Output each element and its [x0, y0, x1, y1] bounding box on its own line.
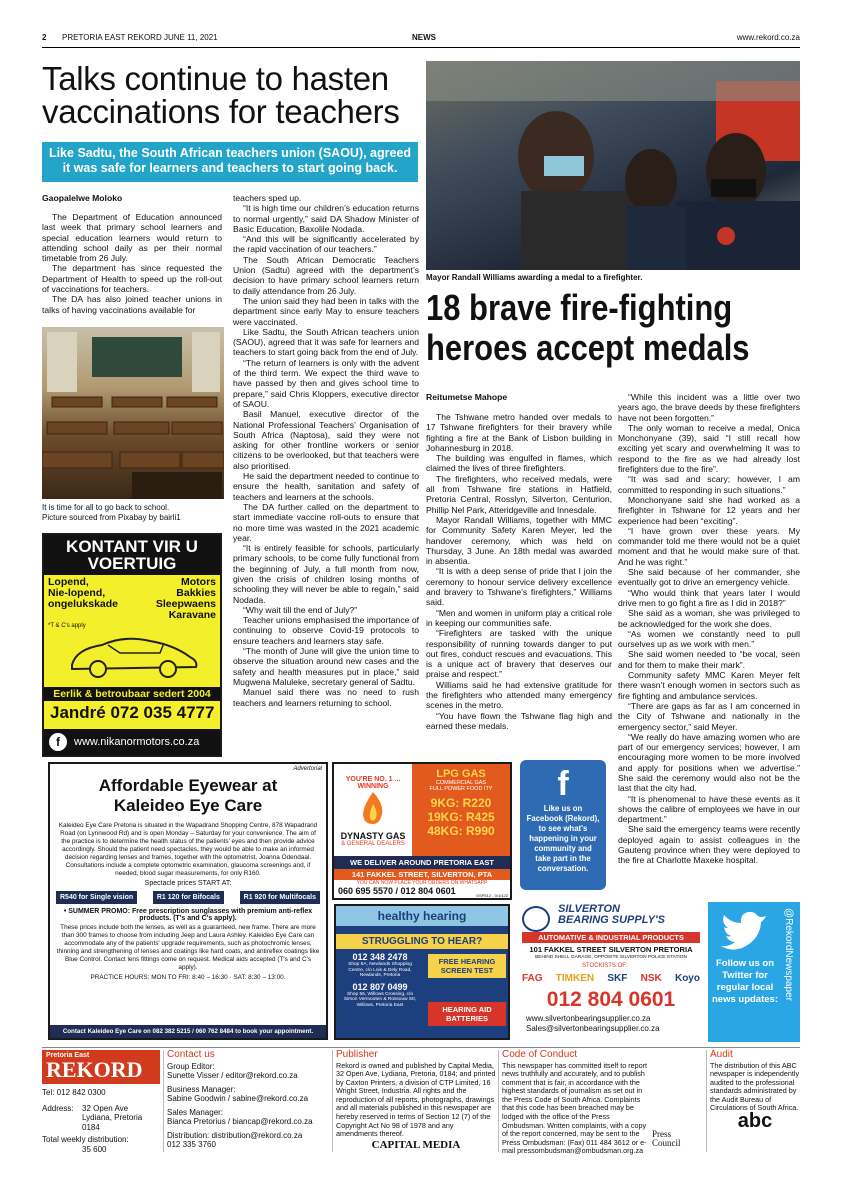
page-number: 2	[42, 33, 47, 42]
eyewear-ad[interactable]	[48, 762, 328, 1040]
firefighter-caption: Mayor Randall Williams awarding a medal to a firefighter.	[426, 273, 643, 282]
contact-distribution-phone: 012 335 3760	[167, 1140, 216, 1149]
kontant-since: Eerlik & betroubaar sedert 2004	[44, 687, 220, 701]
contact-editor[interactable]: Sunette Visser / editor@rekord.co.za	[167, 1071, 298, 1080]
eyewear-promo: • SUMMER PROMO: Free prescription sunglasses with premium anti-reflex products. (T's and C's apply).	[63, 908, 313, 922]
gas-brand-sub: & GENERAL DEALERS	[341, 841, 405, 847]
kontant-right-list	[156, 577, 216, 621]
abc-logo: abc	[737, 1110, 773, 1133]
story1-col2	[233, 193, 419, 708]
story2-col1-p1: The Tshwane metro handed over medals to 17 Tshwane firefighters for their bravery while fighting a fire at the Bank of Lisbon building in Johannesburg in 2018.	[426, 412, 612, 453]
story1-col2-p2: “It is high time our children’s education returns to normal urgently,” said DA Shadow Minister of Basic Education, Baxolile Nodada.	[233, 203, 419, 234]
twitter-ad[interactable]	[708, 902, 800, 1042]
story2-col2-p12: “There are gaps as far as I am concerned in the City of Tshwane and nationally in the emergency sector,” said Meyer.	[618, 700, 800, 732]
logo-text: REKORD	[46, 1057, 143, 1082]
eyewear-body2: These prices include both the lenses, as well as a guaranteed, new frame. There are more than 300 frames to choose from including Jeep and Laura Ashley. Kaleideo Eye Care can accommodate any of the patients' upgrade requirements, such as photochromic lenses, thinning and strengthening of lenses and coatings like hard coats, and antireflex coatings like Blue Control. Contact lens fittings come on request. Medical aids accepted (T's and C's apply).	[56, 924, 320, 971]
gas-price-19kg: 19KG: R425	[427, 810, 495, 824]
gas-brand-block	[334, 764, 412, 856]
gas-lpg2: COMMERCIAL GAS	[435, 780, 487, 786]
logo-top: Pretoria East	[46, 1052, 90, 1059]
brand-koyo: Koyo	[674, 973, 700, 984]
hearing-locations	[340, 952, 420, 1008]
hearing-ad[interactable]	[334, 904, 510, 1040]
contact-sales[interactable]: Bianca Pretorius / biancap@rekord.co.za	[167, 1117, 313, 1126]
story1-headline	[42, 62, 422, 128]
story2-col2-p5: “I have grown over these years. My commander told me there would not be a quiet moment and that he would make sure of that. And he was right.”	[618, 525, 800, 567]
story2-col2-p15: She said the emergency teams were recently deployed again to assist colleagues in the Gauteng province when they were deployed to the fire at Charlotte Maxeke hospital.	[618, 824, 800, 866]
kontant-left3: ongelukskade	[48, 598, 119, 610]
hearing-brand: healthy hearing	[336, 906, 508, 926]
section-label: NEWS	[412, 33, 436, 42]
story1-col2-p3: “And this will be significantly accelerated by the rapid vaccination of our teachers.”	[233, 234, 419, 255]
eyewear-title	[50, 776, 326, 816]
kontant-right3: Sleepwaens	[155, 598, 216, 610]
kontant-phone[interactable]: Jandré 072 035 4777	[50, 703, 215, 722]
twitter-bird-icon	[720, 910, 768, 950]
story1-standfirst: Like Sadtu, the South African teachers union (SAOU), agreed it was safe for learners and teachers to start going back.	[42, 142, 418, 182]
footer-audit	[710, 1049, 800, 1133]
story2-col2-p7: “Who would think that years later I would drive men to go fight a fire as I did in 2018?”	[618, 587, 800, 608]
code-title: Code of Conduct	[502, 1049, 578, 1060]
gas-warning: YOU'RE NO. 1 ... WINNING	[345, 776, 401, 790]
gas-price-48kg: 48KG: R990	[427, 824, 495, 838]
kontant-web[interactable]: www.nikanormotors.co.za	[74, 736, 200, 748]
facebook-icon: f	[49, 733, 67, 751]
story1-col2-p11: “It is entirely feasible for schools, particularly primary schools, to be come fully functional from the beginning of July, a full month from now, given the crisis of children losing months of schooling they will never be able to regain,” said Nodada.	[233, 543, 419, 605]
story2-col2-p10: She said women needed to “be vocal, seen and for them to make their mark”.	[618, 649, 800, 670]
medal-ceremony-illustration	[426, 61, 800, 270]
kontant-web-bar	[44, 729, 220, 755]
audit-text: The distribution of this ABC newspaper is independently audited to the professional standards administrated by the Audit Bureau of Circulations of South Africa.	[710, 1060, 800, 1113]
story2-col2	[618, 392, 800, 866]
twitter-handle[interactable]: @RekordNewspaper	[783, 908, 794, 1001]
story1-headline-line1: Talks continue to hasten	[42, 60, 389, 97]
footer-contact	[167, 1050, 327, 1150]
kontant-right1: Motors	[181, 576, 216, 588]
story1-col2-p9: He said the department needed to continue to ensure the health, sanitation and safety of teachers and learners at the schools.	[233, 471, 419, 502]
facebook-logo-icon: f	[557, 765, 569, 803]
story1-col1-p3: The DA has also joined teacher unions in talks of having vaccinations available for	[42, 294, 222, 315]
website-link[interactable]: www.rekord.co.za	[736, 33, 800, 42]
story2-byline: Reitumetse Mahope	[426, 392, 508, 402]
facebook-ad[interactable]	[520, 760, 606, 890]
story1-col2-p1: teachers sped up.	[233, 193, 302, 203]
kontant-left-list	[48, 577, 118, 610]
story2-col2-p4: Monchonyane said she had worked as a firefighter in Tshwane for 12 years and her experience had been “exciting”.	[618, 494, 800, 526]
edition-line: PRETORIA EAST REKORD JUNE 11, 2021	[62, 33, 218, 42]
footer-weekly-label: Total weekly distribution:	[42, 1135, 129, 1144]
gas-lpg3: FULL POWER FOOD ITY	[429, 786, 493, 792]
gas-note: YOU CAN NOW PLACE YOUR ORDERS ON WHATSAPP	[356, 880, 488, 886]
contact-sales-label: Sales Manager:	[167, 1107, 224, 1117]
gas-phone[interactable]: 060 695 5570 / 012 804 0601	[338, 886, 456, 896]
twitter-text: Follow us on Twitter for regular local news updates:	[712, 958, 778, 1005]
story1-col2-p7: “The return of learners is only with the advent of the third term. We expect the third wave to have passed by then and gives school time to prepare,” said Chris Kloppers, executive director of SAOU.	[233, 357, 419, 409]
silverton-addr2: BEHIND SHELL GARAGE, OPPOSITE SILVERTON POLICE STATION	[535, 955, 687, 960]
story2-col1-p4: Mayor Randall Williams, together with MMC for Community Safety Karen Meyer, led the handover ceremony, which was held on Thursday, 3 June. An 18th medal was awarded in absentia.	[426, 514, 612, 567]
press-council-logo	[652, 1130, 681, 1148]
gas-price-block	[412, 764, 510, 856]
kontant-right4: Karavane	[168, 609, 216, 621]
gas-address: 141 FAKKEL STREET, SILVERTON, PTA	[334, 869, 510, 880]
price-single: R540 for Single vision	[56, 891, 137, 904]
eyewear-contact[interactable]: Contact Kaleideo Eye Care on 082 382 5215 / 060 762 8484 to book your appointment.	[50, 1025, 326, 1038]
hearing-phone1[interactable]: 012 348 2478	[352, 952, 408, 962]
hearing-loc1: Shop 8A, Newlands Shopping Centre, c/o Lois & Dely Road, Newlands, Pretoria	[348, 962, 412, 978]
silverton-brands	[522, 973, 700, 984]
silverton-stock: STOCKISTS OF:	[582, 963, 628, 969]
classroom-caption-line2: Picture sourced from Pixabay by bairli1	[42, 512, 181, 522]
brand-timken: TIMKEN	[555, 973, 595, 984]
hearing-free2: SCREEN TEST	[440, 966, 494, 975]
kontant-title-line2: VOERTUIG	[87, 554, 177, 573]
story2-col2-p8: She said as a woman, she was privileged to be acknowledged for the work she does.	[618, 608, 800, 629]
press-council-line2: Council	[652, 1138, 681, 1148]
gas-deliver: WE DELIVER AROUND PRETORIA EAST	[334, 856, 510, 869]
hearing-free1: FREE HEARING	[438, 957, 496, 966]
hearing-bat1: HEARING AID	[442, 1005, 492, 1014]
classroom-illustration	[42, 327, 224, 499]
silverton-address: 101 FAKKEL STREET SILVERTON PRETORIA	[529, 945, 693, 954]
car-icon	[64, 631, 204, 681]
story1-col2-p12: “Why wait till the end of July?”	[243, 604, 358, 615]
kontant-left1: Lopend,	[48, 576, 89, 588]
eyewear-title-line1: Affordable Eyewear at	[98, 776, 278, 795]
silverton-brand1: SILVERTON	[558, 903, 620, 915]
story1-col2-p14: “The month of June will give the union time to observe the situation around new cases and the safety and health measures put in place,” said Mugwena Maluleke, secretary general of Sadtu.	[233, 646, 419, 687]
hearing-free-test	[428, 954, 506, 978]
silverton-web[interactable]: www.silvertonbearingsupplier.co.za	[526, 1014, 651, 1023]
silverton-phone[interactable]: 012 804 0601	[546, 988, 676, 1011]
flame-icon	[354, 790, 392, 826]
brand-fag: FAG	[522, 973, 543, 984]
story1-col2-p8: Basil Manuel, executive director of the National Professional Teachers’ Organisation of South Africa (Naptosa), said they were not asking for other frontline workers or senior citizens to be overlooked, but that teachers were also prioritised.	[233, 409, 419, 471]
hearing-bat2: BATTERIES	[446, 1014, 488, 1023]
eyewear-title-line2: Kaleideo Eye Care	[113, 796, 263, 815]
price-bifocal: R1 120 for Bifocals	[153, 891, 224, 904]
story1-col2-p13: Teacher unions emphasised the importance of continuing to observe Covid-19 protocols to ensure teachers and learners stay safe.	[233, 615, 419, 646]
story2-headline	[426, 288, 796, 368]
footer-publisher	[336, 1050, 496, 1150]
story1-col2-p5: The union said they had been in talks with the department since early May to ensure teachers were vaccinated.	[233, 295, 419, 327]
eyewear-spec-start: Spectacle prices START AT:	[144, 880, 232, 887]
eyewear-body: Kaleideo Eye Care Pretoria is situated in the Wapadrand Shopping Centre, 878 Wapadrand Road (on Lynnwood Rd) and is open Monday – Saturday for your convenience. The aim of the practice is to determine the health status of the patients’ eyes and then provide advice accordingly. Should the patient need spectacles, they would be able to make an informed decision regarding lenses and frames, together with the optometrist, Joanna Odendaal. Consultations include a complete optometric examination, glaucoma screenings and, if needed, blood sugar measurements, for only R160.	[58, 822, 318, 877]
footer-address-value: 32 Open Ave Lydiana, Pretoria 0184	[82, 1103, 143, 1132]
footer-tel: Tel: 012 842 0300	[42, 1088, 106, 1097]
story1-col2-p10: The DA further called on the department to start immediate vaccine roll-outs to ensure that no more time was wasted in the 2021 academic year.	[233, 501, 419, 543]
brand-nsk: NSK	[640, 973, 662, 984]
story2-col2-p11: Community safety MMC Karen Meyer felt there wasn’t enough women in sectors such as fire fighting and ambulance services.	[618, 670, 800, 701]
story2-headline-line2: heroes accept medals	[426, 327, 750, 368]
contact-editor-label: Group Editor:	[167, 1061, 215, 1071]
classroom-caption-line1: It is time for all to go back to school.	[42, 503, 170, 512]
audit-title: Audit	[710, 1049, 733, 1060]
gas-brand: DYNASTY GAS	[340, 831, 406, 841]
hearing-loc2: Shop 55, Willows Crossing, c/o Simon Vermooten & Rossouw Str, Willows, Pretoria East	[343, 991, 417, 1008]
story1-col1-p1: The Department of Education announced last week that primary school learners and special education learners would return to attending school daily as per their normal timetable from 26 July.	[42, 212, 222, 264]
story2-col1-p3: The firefighters, who received medals, were all from Tshwane fire stations in Hatfield, Pretoria Central, Rosslyn, Silverton, Centurion, Phillip Nel Park, Atteridgeville and Innesdale.	[426, 473, 612, 515]
page-header	[42, 33, 800, 45]
classroom-caption	[42, 503, 224, 522]
gas-ref: GSP512 - 0/1/122	[475, 893, 508, 898]
contact-business[interactable]: Sabine Goodwin / sabine@rekord.co.za	[167, 1094, 309, 1103]
bearing-icon	[522, 906, 550, 932]
footer-code	[502, 1050, 702, 1156]
contact-business-label: Business Manager:	[167, 1084, 236, 1094]
story1-col2-p4: The South African Democratic Teachers Union (Sadtu) agreed with the department’s decision to have primary school learners return to daily attendance from 26 July.	[233, 254, 419, 296]
brand-skf: SKF	[607, 973, 628, 984]
story2-col2-p2: The only woman to receive a medal, Onica Monchonyane (39), said “I still recall how exciting yet scary and overwhelming it was to respond to the fire as we had already lost firefighters due to the fire”.	[618, 422, 800, 475]
story2-col2-p1: “While this incident was a little over two years ago, the brave deeds by these firefighters have not been forgotten.”	[618, 392, 800, 423]
contact-title: Contact us	[167, 1049, 215, 1060]
firefighter-photo	[426, 61, 800, 270]
story1-headline-line2: vaccinations for teachers	[42, 93, 400, 130]
story2-col2-p14: “It is phenomenal to have these events as it shows the calibre of employees we have in our department.”	[618, 793, 800, 825]
price-multifocal: R1 920 for Multifocals	[240, 891, 320, 904]
silverton-tag: AUTOMATIVE & INDUSTRIAL PRODUCTS	[522, 932, 700, 943]
story2-col1-p2: The building was engulfed in flames, which claimed the lives of three firefighters.	[426, 453, 612, 474]
publisher-title: Publisher	[336, 1049, 378, 1060]
facebook-ad-text: Like us on Facebook (Rekord), to see what's happening in your community and take part in the conversation.	[526, 804, 600, 873]
kontant-title-line1: KONTANT VIR U	[66, 537, 198, 556]
footer-address-label: Address:	[42, 1103, 74, 1113]
story2-col1	[426, 412, 612, 731]
story2-col1-p8: Williams said he had extensive gratitude for the firefighters who attended many emergency scenes in the metro.	[426, 679, 612, 711]
gas-price-9kg: 9KG: R220	[430, 796, 492, 810]
classroom-photo	[42, 327, 224, 499]
silverton-ad[interactable]	[522, 902, 702, 1040]
story2-col2-p3: “It was sad and scary; however, I am committed to responding in such situations.”	[618, 474, 800, 495]
kontant-ad[interactable]	[42, 533, 222, 757]
kontant-title	[44, 535, 220, 575]
story2-headline-line1: 18 brave fire-fighting	[426, 287, 733, 328]
capital-media-logo: CAPITAL MEDIA	[371, 1138, 461, 1151]
eyewear-hours: PRACTICE HOURS: MON TO FRI: 8:40 – 16:30 · SAT: 8:30 – 13:00.	[90, 974, 286, 981]
kontant-left2: Nie-lopend,	[48, 587, 106, 599]
gas-ad[interactable]	[332, 762, 512, 900]
publisher-text: Rekord is owned and published by Capital Media, 32 Open Ave, Lydiana, Pretoria, 0184; and printed by Caxton Printers, a division of CTP Limited, 16 Wright Street, Industria. All rights and the reproduction of all reports, photographs, drawings and all materials published in this newspaper are hereby reserved in terms of Section 12 (7) of the Copyright Act No 98 of 1978 and any amendments thereof.	[336, 1060, 496, 1139]
story1-col2-p15: Manuel said there was no need to rush teachers and learners returning to school.	[233, 687, 419, 708]
footer-address	[42, 1104, 160, 1133]
story1-col1-p2: The department has since requested the Department of Health to speed up the roll-out of vaccinations for teachers.	[42, 263, 222, 295]
story2-col1-p7: “Firefighters are tasked with the unique responsibility of running towards danger to put out fires, conduct rescues and evacuations. This is a unique act of bravery that deserves our praise and respect.”	[426, 628, 612, 680]
rekord-logo	[42, 1050, 160, 1084]
footer-weekly-value: 35 600	[82, 1144, 107, 1154]
story2-col2-p13: “We really do have amazing women who are part of our emergency services; however, I am encouraging more women to be more involved and apply for positions when we advertise.” She said the ceremony would also not be the last that the city had.	[618, 731, 800, 794]
eyewear-prices	[50, 887, 326, 908]
code-text: This newspaper has committed itself to report news truthfully and accurately, and to publish comment that is fair, in accordance with the highest standards of journalism as set out in the Press Code of South Africa. Complaints that this code has been breached may be lodged with the office of the Press Ombudsman. Written complaints, with a copy of the report concerned, may be sent to the Press Ombudsman: (Fax) 011 484 3612 or e-mail pressombudsman@ombudsman.org.za	[502, 1060, 648, 1156]
story1-col1	[42, 212, 222, 315]
press-council-line1: Press	[652, 1129, 672, 1139]
story2-col2-p6: She said because of her commander, she eventually got to drive an emergency vehicle.	[618, 567, 800, 588]
hearing-struggle: STRUGGLING TO HEAR?	[336, 934, 508, 949]
story2-col1-p6: “Men and women in uniform play a critical role in keeping our communities safe.	[426, 607, 612, 628]
story2-col1-p9: “You have flown the Tshwane flag high and earned these medals.	[426, 710, 612, 731]
contact-distribution[interactable]: Distribution: distribution@rekord.co.za	[167, 1130, 303, 1140]
gas-lpg1: LPG GAS	[436, 768, 486, 780]
hearing-phone2[interactable]: 012 807 0499	[352, 981, 408, 992]
story2-col1-p5: “It is with a deep sense of pride that I join the ceremony to honour service delivery excellence and bravery to Tshwane’s firefighters,” Williams said.	[426, 566, 612, 608]
kontant-tcs: *T & C's apply	[48, 623, 86, 629]
footer-masthead	[42, 1050, 160, 1154]
kontant-right2: Bakkies	[176, 587, 216, 599]
story2-col2-p9: “As women we constantly need to pull ourselves up as we work with men.”	[618, 628, 800, 650]
silverton-brand2: BEARING SUPPLY'S	[558, 914, 665, 926]
story1-byline: Gaopalelwe Moloko	[42, 193, 123, 203]
story1-col2-p6: Like Sadtu, the South African teachers union (SAOU), agreed that it was safe for learners and teachers to start going back from the end of July.	[233, 326, 419, 358]
eyewear-tag: Advertorial	[293, 766, 322, 772]
hearing-batteries	[428, 1002, 506, 1026]
silverton-email[interactable]: Sales@silvertonbearingsupplier.co.za	[526, 1024, 660, 1033]
silverton-brand	[558, 904, 665, 926]
